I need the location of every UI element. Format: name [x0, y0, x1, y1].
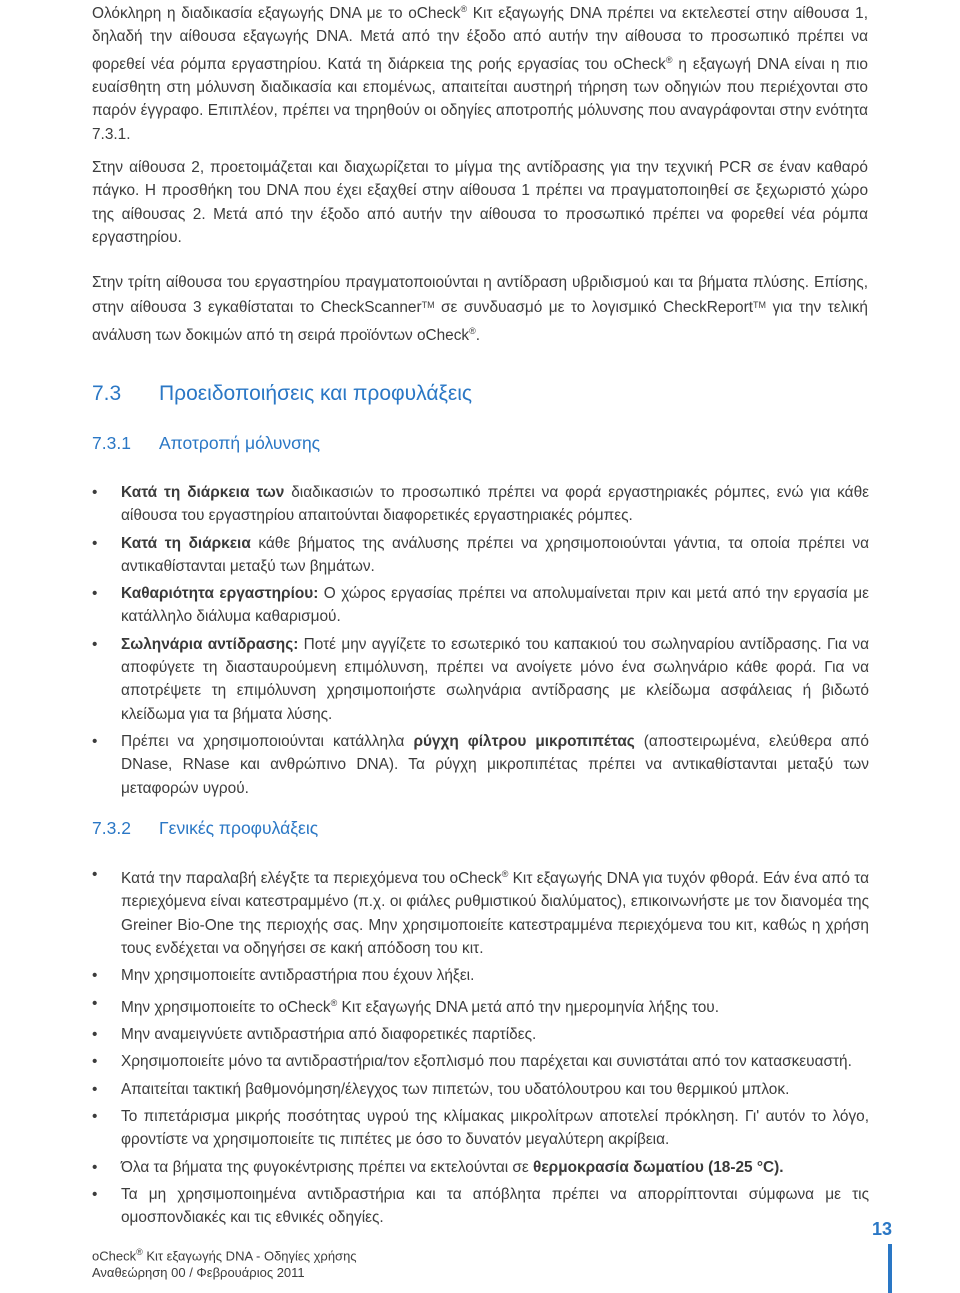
page-accent-bar [888, 1244, 892, 1293]
text-run: Απαιτείται τακτική βαθμονόμηση/έλεγχος των πιπετών, του υδατόλουτρου και του θερμικού μπλοκ. [121, 1080, 790, 1098]
list-item [0, 1023, 869, 1046]
section-title: Αποτροπή μόλυνσης [159, 433, 321, 453]
bullet-icon: • [92, 1080, 98, 1098]
text-run: Κιτ εξαγωγής DNA για τυχόν φθορά. Εάν ένα από τα περιεχόμενα είναι κατεστραμμένο (π.χ. οι φιάλες ρυθμιστικού διαλύματος), επικοινωνήστε με τον διανομέα της Greiner Bio-One της περιοχής σας. Μην χρησιμοποιείτε κατεστραμμένα περιεχόμενα του κιτ, καθώς η χρήση τους ενδέχεται να οδηγήσει σε κακή απόδοση του κιτ. [121, 870, 869, 958]
text-run: Στην τρίτη αίθουσα του εργαστηρίου πραγματοποιούνται η αντίδραση υβριδισμού και τα βήματα πλύσης. Επίσης, στην αίθουσα 3 εγκαθίσταται το CheckScanner [92, 274, 868, 317]
list-item [0, 1078, 869, 1101]
bullet-icon: • [92, 534, 98, 552]
text-run: Μην χρησιμοποιείτε το oCheck [121, 998, 331, 1016]
bullet-icon: • [92, 484, 98, 501]
footer-line-2: Αναθεώρηση 00 / Φεβρουάριος 2011 [92, 1265, 305, 1281]
section-number: 7.3.2 [92, 818, 131, 838]
text-run: Ολόκληρη η διαδικασία εξαγωγής DNA με το oCheck [92, 5, 461, 23]
list-item [0, 582, 869, 629]
trademark: TM [753, 300, 766, 311]
list-item [0, 633, 869, 726]
text-run: . [475, 326, 481, 344]
text-run: Κατά την παραλαβή ελέγξτε τα περιεχόμενα του oCheck [121, 870, 502, 888]
bold-text: Κατά τη διάρκεια [121, 534, 251, 552]
bullet-icon: • [92, 1158, 98, 1176]
text-run: Τα μη χρησιμοποιημένα αντιδραστήρια και τα απόβλητα πρέπει να απορρίπτονται σύμφωνα με τις ομοσπονδιακές και τις εθνικές οδηγίες. [121, 1185, 869, 1227]
bullet-icon: • [92, 1107, 98, 1125]
footer-line-1: oCheck® Κιτ εξαγωγής DNA - Οδηγίες χρήσης [92, 1247, 357, 1264]
text-run: Ο χώρος εργασίας πρέπει να απολυμαίνεται πριν και μετά από την εργασία με κατάλληλο διάλυμα καθαρισμού. [121, 585, 869, 626]
bullet-list-contamination [0, 481, 869, 800]
text-run: για την τελική ανάλυση των δοκιμών από τη σειρά προϊόντων oCheck [92, 299, 868, 344]
bold-text: Καθαριότητα εργαστηρίου: [121, 585, 319, 603]
bold-text: ρύγχη φίλτρου μικροπιπέτας [413, 732, 635, 750]
bullet-icon: • [92, 967, 98, 985]
list-item [0, 481, 869, 528]
bullet-icon: • [92, 1185, 98, 1203]
list-item [0, 730, 869, 800]
text-run: Μην χρησιμοποιείτε αντιδραστήρια που έχουν λήξει. [121, 967, 475, 985]
section-heading-7-3-2 [92, 818, 318, 839]
section-title: Γενικές προφυλάξεις [159, 818, 319, 838]
text-run: διαδικασιών το προσωπικό πρέπει να φορά εργαστηριακές ρόμπες, ενώ για κάθε αίθουσα του εργαστηρίου απαιτούνται διαφορετικές εργαστηριακές ρόμπες. [121, 484, 869, 525]
bullet-icon: • [92, 732, 98, 750]
section-number: 7.3.1 [92, 433, 131, 453]
text-run: Όλα τα βήματα της φυγοκέντρισης πρέπει να εκτελούνται σε [121, 1158, 534, 1176]
text-run: Στην αίθουσα 2, προετοιμάζεται και διαχωρίζεται το μίγμα της αντίδρασης για την τεχνική PCR σε έναν καθαρό πάγκο. Η προσθήκη του DNA που έχει εξαχθεί στην αίθουσα 1 πρέπει να πραγματοποιηθεί σε ξεχωριστό χώρο της αίθουσας 2. Μετά από την έξοδο από αυτήν την αίθουσα το προσωπικό πρέπει να φορεθεί νέα ρόμπα εργαστηρίου. [92, 159, 868, 246]
bullet-icon: • [92, 635, 98, 653]
section-number: 7.3 [92, 382, 122, 405]
list-item [0, 1105, 869, 1152]
footer [92, 1244, 357, 1281]
bullet-list-general [0, 863, 869, 1229]
registered-mark: ® [665, 54, 673, 65]
list-item [0, 1156, 869, 1179]
text-run: Το πιπετάρισμα μικρής ποσότητας υγρού της κλίμακας μικρολίτρων αποτελεί πρόκληση. Γι' αυτόν το λόγο, φροντίστε να χρησιμοποιείτε τις πιπέτες με όσο το δυνατόν μεγαλύτερη ακρίβεια. [121, 1107, 869, 1149]
text-run: Πρέπει να χρησιμοποιούνται κατάλληλα [121, 732, 414, 750]
bullet-icon: • [92, 866, 98, 883]
bullet-icon: • [92, 994, 98, 1012]
text-run: Χρησιμοποιείτε μόνο τα αντιδραστήρια/τον εξοπλισμό που παρέχεται και συνιστάται από τον κατασκευαστή. [121, 1053, 852, 1071]
list-item [0, 992, 869, 1019]
registered-mark: ® [469, 325, 476, 336]
bold-text: θερμοκρασία δωματίου (18-25 °C). [533, 1158, 784, 1176]
text-run: Μην αναμειγνύετε αντιδραστήρια από διαφορετικές παρτίδες. [121, 1026, 537, 1044]
list-item [0, 1050, 869, 1073]
bullet-icon: • [92, 1053, 98, 1071]
intro-paragraph-2 [92, 156, 868, 249]
page-number: 13 [872, 1219, 893, 1239]
text-run: Κιτ εξαγωγής DNA μετά από την ημερομηνία λήξης του. [337, 998, 719, 1016]
section-heading-7-3-1 [92, 433, 320, 454]
bullet-icon: • [92, 585, 98, 603]
trademark: TM [421, 300, 435, 311]
text-run: Κιτ εξαγωγής DNA πρέπει να εκτελεστεί στην αίθουσα 1, δηλαδή την αίθουσα εξαγωγής DNA. Μετά από την έξοδο από αυτήν την αίθουσα το προσωπικό πρέπει να φορεθεί νέα ρόμπα εργαστηρίου. Κατά τη διάρκεια της ροής εργασίας του oCheck [92, 5, 868, 73]
list-item [0, 964, 869, 987]
section-heading-7-3 [92, 382, 472, 406]
text-run: κάθε βήματος της ανάλυσης πρέπει να χρησιμοποιούνται γάντια, τα οποία πρέπει να αντικαθίστανται μεταξύ των βημάτων. [121, 534, 869, 575]
bullet-icon: • [92, 1026, 98, 1044]
intro-paragraph-1 [92, 0, 868, 146]
list-item [0, 1183, 869, 1230]
text-run: σε συνδυασμό με το λογισμικό CheckReport [434, 299, 753, 317]
section-title: Προειδοποιήσεις και προφυλάξεις [159, 382, 473, 405]
list-item [0, 532, 869, 579]
registered-mark: ® [501, 869, 509, 879]
registered-mark: ® [460, 4, 468, 14]
registered-mark: ® [330, 997, 338, 1008]
bold-text: Κατά τη διάρκεια των [121, 484, 285, 501]
text-run: η εξαγωγή DNA είναι η πιο ευαίσθητη στη μόλυνση διαδικασία και επομένως, απαιτείται αυστηρή τήρηση των οδηγιών που περιέχονται στο παρόν έγγραφο. Επιπλέον, πρέπει να τηρηθούν οι οδηγίες αποτροπής μόλυνσης που αναγράφονται στην ενότητα 7.3.1. [92, 55, 868, 143]
intro-paragraph-3 [92, 271, 868, 347]
text-run: (αποστειρωμένα, ελεύθερα από DNase, RNase και ανθρώπινο DNA). Τα ρύγχη μικροπιπέτας πρέπει να αντικαθίστανται μεταξύ των μεταφορών υγρού. [121, 732, 869, 797]
text-run: Ποτέ μην αγγίζετε το εσωτερικό του καπακιού του σωληναρίου αντίδρασης. Για να αποφύγετε τη διασταυρούμενη επιμόλυνση, πρέπει να ανοίγετε μόνο ένα σωληνάριο κάθε φορά. Για να αποτρέψετε τη επιμόλυνση χρησιμοποιήστε σωληνάρια αντίδρασης με κλείδωμα ασφάλειας ή βιδωτό κλείδωμα για τα βήματα λύσης. [121, 635, 869, 723]
list-item [0, 863, 869, 960]
bold-text: Σωληνάρια αντίδρασης: [121, 635, 299, 653]
